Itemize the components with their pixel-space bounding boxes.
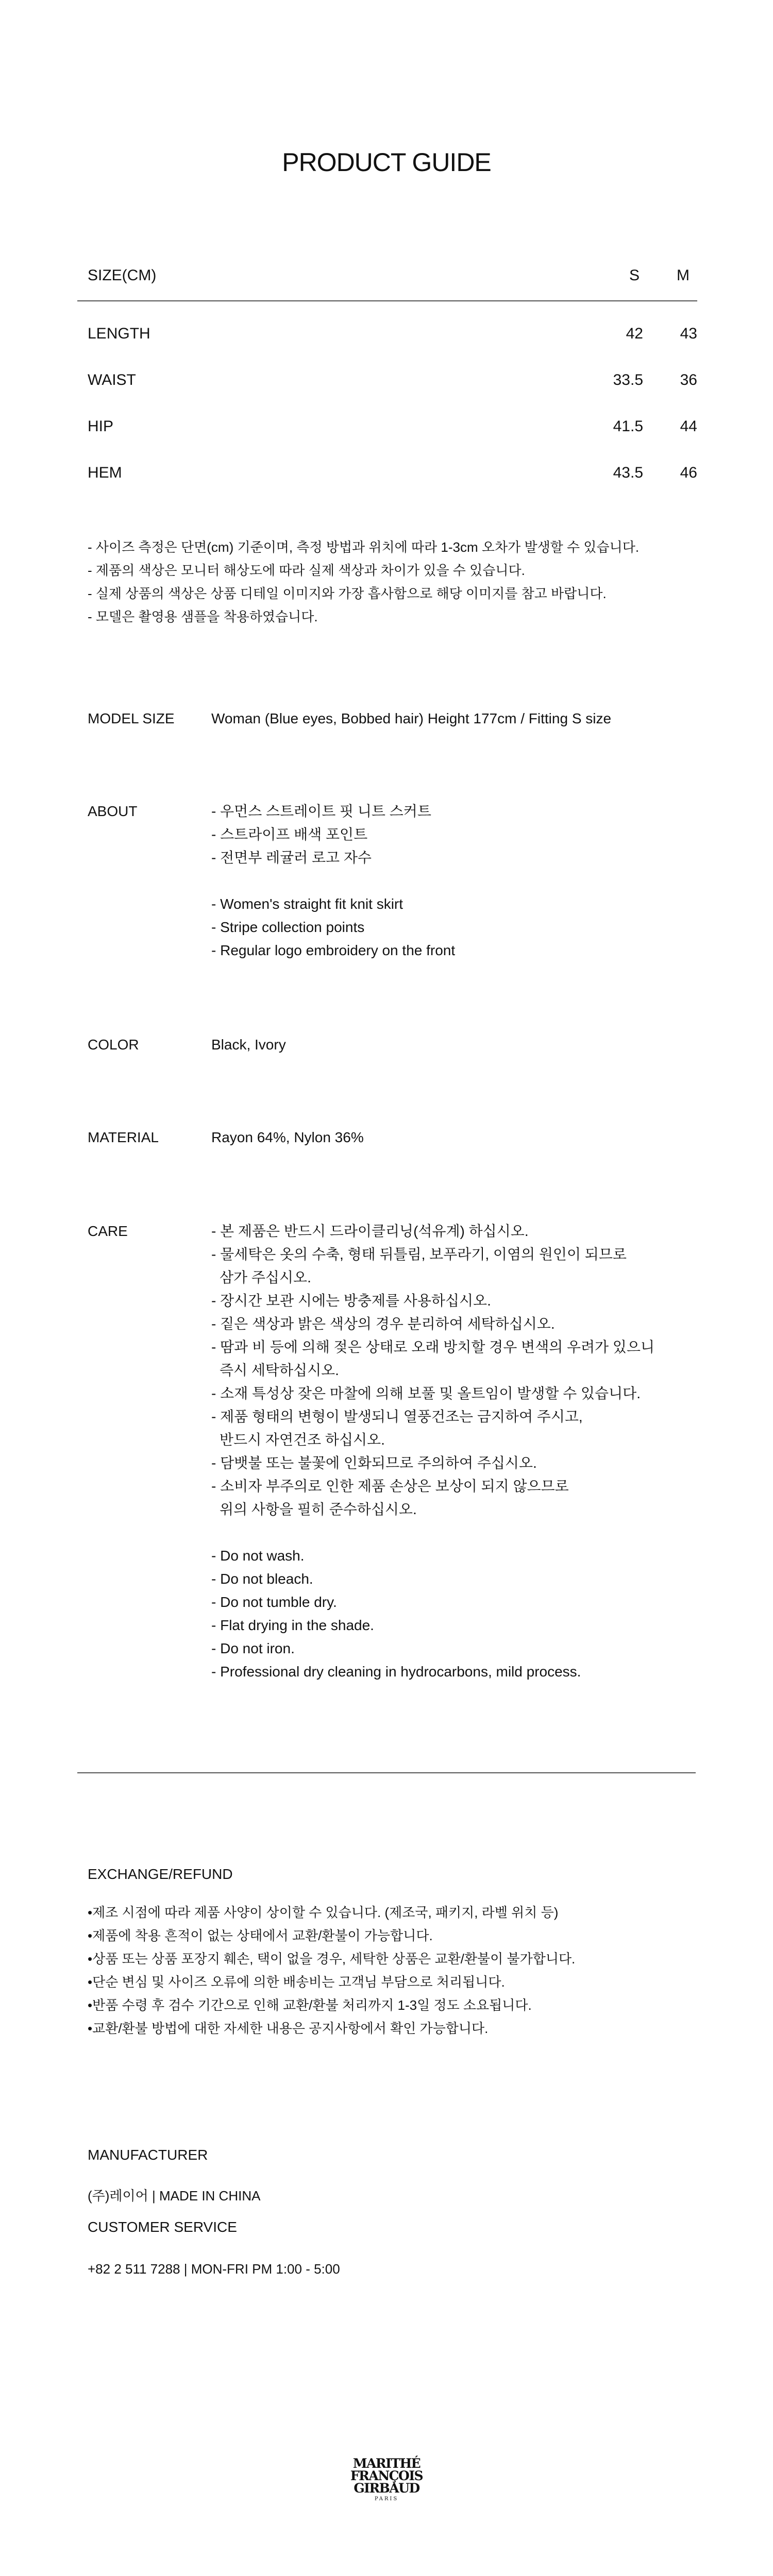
care-line: - 소비자 부주의로 인한 제품 손상은 보상이 되지 않으므로	[211, 1478, 569, 1494]
row-value-m: 46	[680, 464, 697, 481]
care-line: 즉시 세탁하십시오.	[220, 1362, 339, 1378]
care-line: - 짙은 색상과 밝은 색상의 경우 분리하여 세탁하십시오.	[211, 1316, 555, 1332]
color-text: Black, Ivory	[211, 1037, 286, 1053]
material-label: MATERIAL	[88, 1129, 159, 1145]
table-row	[88, 370, 697, 391]
brand-logo	[332, 2458, 441, 2509]
row-value-s: 41.5	[613, 418, 643, 435]
about-line: - Stripe collection points	[211, 919, 365, 935]
care-line: - Do not wash.	[211, 1548, 305, 1564]
logo-sub: PARIS	[374, 2496, 399, 2502]
manufacturer-value	[88, 2184, 696, 2208]
exchange-line: •제품에 착용 흔적이 없는 상태에서 교환/환불이 가능합니다.	[88, 1928, 433, 1943]
material-value	[211, 1126, 706, 1149]
care-line: 위의 사항을 필히 준수하십시오.	[220, 1501, 417, 1517]
page-title: PRODUCT GUIDE	[282, 148, 491, 177]
care-line: - Do not iron.	[211, 1640, 295, 1656]
logo-line-1: MARITHÉ	[352, 2456, 421, 2471]
exchange-line: •제조 시점에 따라 제품 사양이 상이할 수 있습니다. (제조국, 패키지, 라벨 위치 등)	[88, 1905, 559, 1920]
about-line: - 우먼스 스트레이트 핏 니트 스커트	[211, 803, 431, 819]
exchange-list	[88, 1901, 696, 2040]
care-line: - 장시간 보관 시에는 방충제를 사용하십시오.	[211, 1293, 491, 1309]
about-line	[211, 869, 706, 892]
about-line: - 스트라이프 배색 포인트	[211, 826, 368, 842]
exchange-line: •단순 변심 및 사이즈 오류에 의한 배송비는 고객님 부담으로 처리됩니다.	[88, 1974, 505, 1990]
care-line: - 본 제품은 반드시 드라이클리닝(석유계) 하십시오.	[211, 1223, 529, 1239]
care-line: - Do not bleach.	[211, 1571, 313, 1587]
logo-line-2: FRANÇOIS	[350, 2468, 423, 2483]
material-text: Rayon 64%, Nylon 36%	[211, 1129, 364, 1145]
logo-line-3: GIRBAUD	[354, 2481, 419, 2496]
note-line: - 제품의 색상은 모니터 해상도에 따라 실제 색상과 차이가 있을 수 있습니다.	[88, 563, 525, 578]
row-value-s: 33.5	[613, 371, 643, 388]
care-line: - 담뱃불 또는 불꽃에 인화되므로 주의하여 주십시오.	[211, 1455, 537, 1471]
customer-service-text: +82 2 511 7288 | MON-FRI PM 1:00 - 5:00	[88, 2261, 340, 2277]
care-line	[211, 1521, 706, 1544]
table-row	[88, 463, 697, 483]
row-label: HEM	[88, 464, 122, 481]
manufacturer-text: (주)레이어 | MADE IN CHINA	[88, 2188, 261, 2204]
about-label: ABOUT	[88, 803, 138, 819]
care-line: - Flat drying in the shade.	[211, 1617, 374, 1633]
row-label: LENGTH	[88, 325, 150, 342]
exchange-line: •상품 또는 상품 포장지 훼손, 택이 없을 경우, 세탁한 상품은 교환/환불이 불가합니다.	[88, 1951, 576, 1967]
customer-service-heading: CUSTOMER SERVICE	[88, 2219, 237, 2235]
row-value-s: 43.5	[613, 464, 643, 481]
about-line: - Women's straight fit knit skirt	[211, 896, 404, 912]
model-size-value	[211, 707, 706, 730]
care-label: CARE	[88, 1223, 128, 1239]
about-list	[211, 800, 706, 962]
size-header-m: M	[677, 267, 690, 284]
table-row	[88, 324, 697, 344]
row-value-m: 36	[680, 371, 697, 388]
care-line: - 물세탁은 옷의 수축, 형태 뒤틀림, 보푸라기, 이염의 원인이 되므로	[211, 1246, 627, 1262]
row-value-m: 43	[680, 325, 697, 342]
row-value-m: 44	[680, 418, 697, 435]
size-header-label: SIZE(CM)	[88, 267, 157, 284]
color-label: COLOR	[88, 1037, 139, 1053]
row-label: HIP	[88, 418, 114, 435]
care-line: 반드시 자연건조 하십시오.	[220, 1432, 385, 1448]
exchange-heading: EXCHANGE/REFUND	[88, 1866, 233, 1882]
size-header-s: S	[629, 267, 640, 284]
size-table-rule	[77, 300, 697, 301]
model-size-label: MODEL SIZE	[88, 710, 175, 726]
model-size-text: Woman (Blue eyes, Bobbed hair) Height 177cm / Fitting S size	[211, 710, 612, 726]
section-divider	[77, 1772, 696, 1773]
size-notes	[88, 536, 706, 629]
row-label: WAIST	[88, 371, 136, 388]
care-list	[211, 1219, 706, 1683]
exchange-line: •반품 수령 후 검수 기간으로 인해 교환/환불 처리까지 1-3일 정도 소요됩니다.	[88, 1997, 532, 2013]
customer-service-value	[88, 2258, 696, 2281]
note-line: - 실제 상품의 색상은 상품 디테일 이미지와 가장 흡사함으로 해당 이미지를 참고 바랍니다.	[88, 586, 607, 601]
care-line: 삼가 주십시오.	[220, 1269, 311, 1285]
care-line: - Professional dry cleaning in hydrocarbons, mild process.	[211, 1664, 581, 1680]
manufacturer-heading: MANUFACTURER	[88, 2147, 208, 2163]
care-line: - 소재 특성상 잦은 마찰에 의해 보풀 및 올트임이 발생할 수 있습니다.	[211, 1385, 641, 1401]
color-value	[211, 1033, 706, 1056]
care-line: - Do not tumble dry.	[211, 1594, 337, 1610]
about-line: - 전면부 레귤러 로고 자수	[211, 850, 372, 866]
exchange-line: •교환/환불 방법에 대한 자세한 내용은 공지사항에서 확인 가능합니다.	[88, 2021, 489, 2036]
table-row	[88, 416, 697, 437]
note-line: - 사이즈 측정은 단면(cm) 기준이며, 측정 방법과 위치에 따라 1-3cm 오차가 발생할 수 있습니다.	[88, 539, 640, 555]
row-value-s: 42	[626, 325, 643, 342]
care-line: - 땀과 비 등에 의해 젖은 상태로 오래 방치할 경우 변색의 우려가 있으니	[211, 1339, 655, 1355]
about-line: - Regular logo embroidery on the front	[211, 942, 456, 958]
care-line: - 제품 형태의 변형이 발생되니 열풍건조는 금지하여 주시고,	[211, 1409, 583, 1425]
note-line: - 모델은 촬영용 샘플을 착용하였습니다.	[88, 609, 318, 624]
